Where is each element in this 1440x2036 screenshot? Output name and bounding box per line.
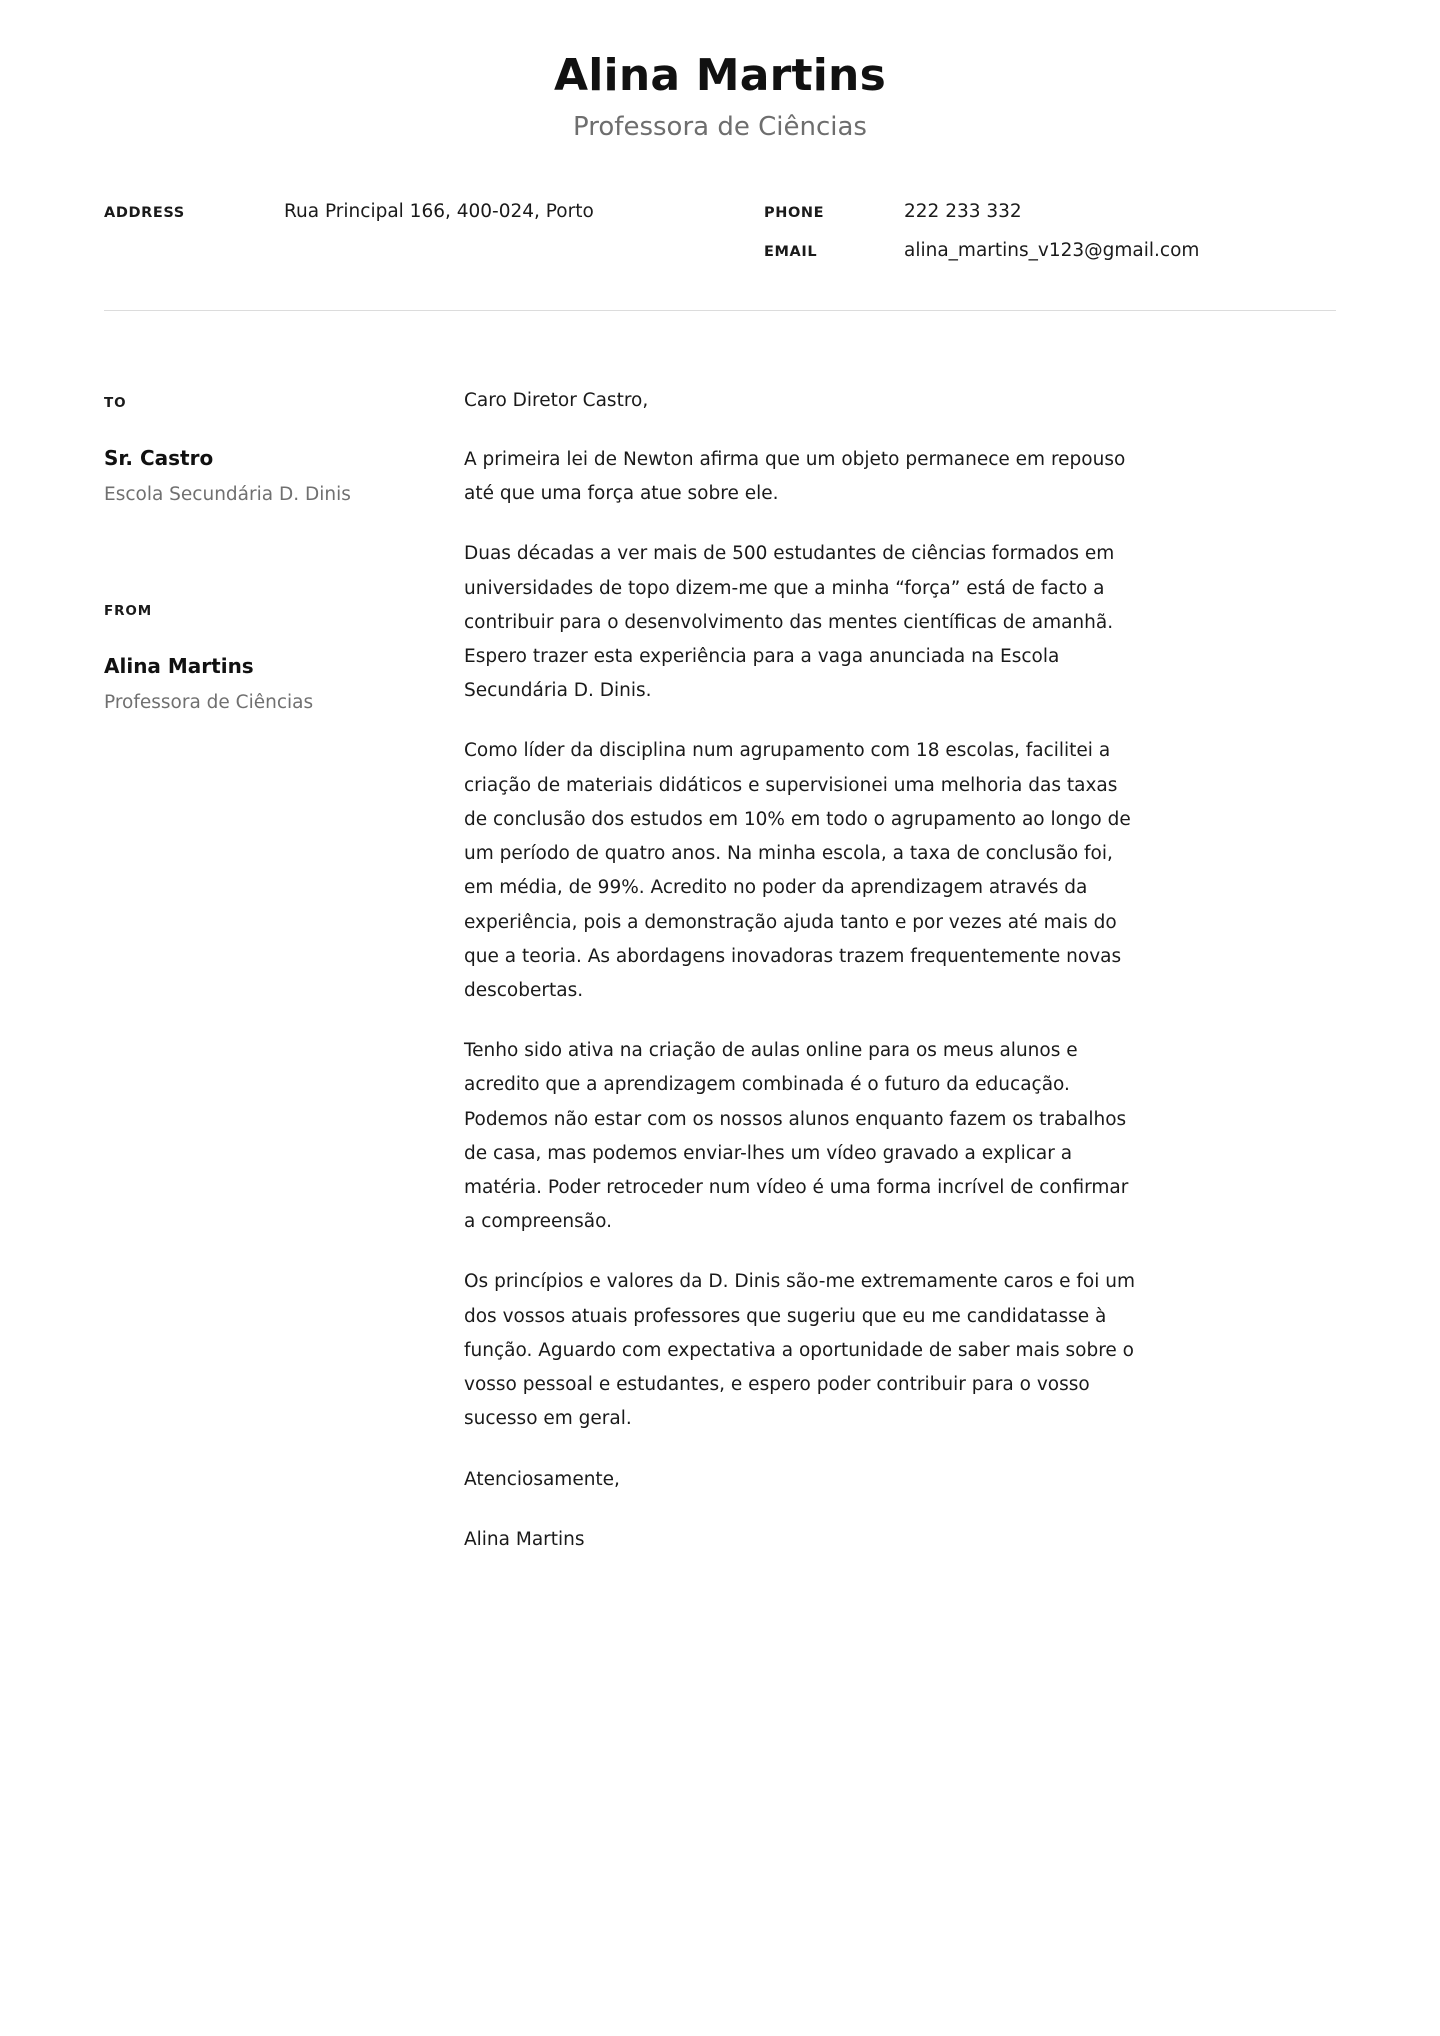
letter-body: [0, 385, 1440, 1558]
salutation: Caro Diretor Castro,: [464, 389, 649, 411]
recipient-label: TO: [104, 394, 127, 411]
contact-row-address: [104, 200, 764, 225]
letter-paragraph: Como líder da disciplina num agrupamento com 18 escolas, facilitei a criação de materiais didáticos e supervisionei uma melhoria das taxas de conclusão dos estudos em 10% em todo o agrupamento ao longo de um período de quatro anos. Na minha escola, a taxa de conclusão foi, em média, de 99%. Acredito no poder da aprendizagem através da experiência, pois a demonstração ajuda tanto e por vezes até mais do que a teoria. As abordagens inovadoras trazem frequentemente novas descobertas.: [464, 740, 1131, 1001]
contact-row-email: [764, 239, 1336, 264]
sender-block: [104, 603, 394, 716]
header-divider: [104, 310, 1336, 311]
address-sidebar: [104, 385, 394, 717]
phone-value: 222 233 332: [904, 200, 1022, 222]
sender-label: FROM: [104, 603, 153, 620]
letter-paragraph: A primeira lei de Newton afirma que um objeto permanece em repouso até que uma força atue sobre ele.: [464, 448, 1126, 505]
email-label: EMAIL: [764, 243, 818, 260]
letter-paragraph: Tenho sido ativa na criação de aulas online para os meus alunos e acredito que a aprendizagem combinada é o futuro da educação. Podemos não estar com os nossos alunos enquanto fazem os trabalhos de casa, mas podemos enviar-lhes um vídeo gravado a explicar a matéria. Poder retroceder num vídeo é uma forma incrível de confirmar a compreensão.: [464, 1040, 1129, 1233]
contact-row-phone: [764, 200, 1336, 225]
address-label: ADDRESS: [104, 204, 185, 221]
contact-block: [0, 200, 1440, 264]
email-value: alina_martins_v123@gmail.com: [904, 239, 1200, 261]
sender-name: Alina Martins: [104, 654, 254, 679]
closing-line: Atenciosamente,: [464, 1468, 620, 1490]
contact-column-address: [104, 200, 764, 225]
recipient-block: [104, 395, 394, 508]
letter-paragraph: Duas décadas a ver mais de 500 estudantes de ciências formados em universidades de topo dizem-me que a minha “força” está de facto a contribuir para o desenvolvimento das mentes científicas de amanhã. Espero trazer esta experiência para a vaga anunciada na Escola Secundária D. Dinis.: [464, 543, 1115, 702]
recipient-name: Sr. Castro: [104, 445, 214, 470]
page-title: Alina Martins: [554, 50, 886, 101]
letter-content: [394, 385, 1140, 1558]
recipient-organization: Escola Secundária D. Dinis: [104, 483, 351, 505]
contact-column-phone-email: [764, 200, 1336, 264]
document-header: [0, 0, 1440, 144]
signature-name: Alina Martins: [464, 1528, 585, 1550]
page-subtitle: Professora de Ciências: [573, 112, 867, 143]
address-value: Rua Principal 166, 400-024, Porto: [284, 200, 594, 222]
letter-paragraph: Os princípios e valores da D. Dinis são-me extremamente caros e foi um dos vossos atuais professores que sugeriu que eu me candidatasse à função. Aguardo com expectativa a oportunidade de saber mais sobre o vosso pessoal e estudantes, e espero poder contribuir para o vosso sucesso em geral.: [464, 1271, 1136, 1430]
phone-label: PHONE: [764, 204, 825, 221]
sender-role: Professora de Ciências: [104, 692, 314, 714]
